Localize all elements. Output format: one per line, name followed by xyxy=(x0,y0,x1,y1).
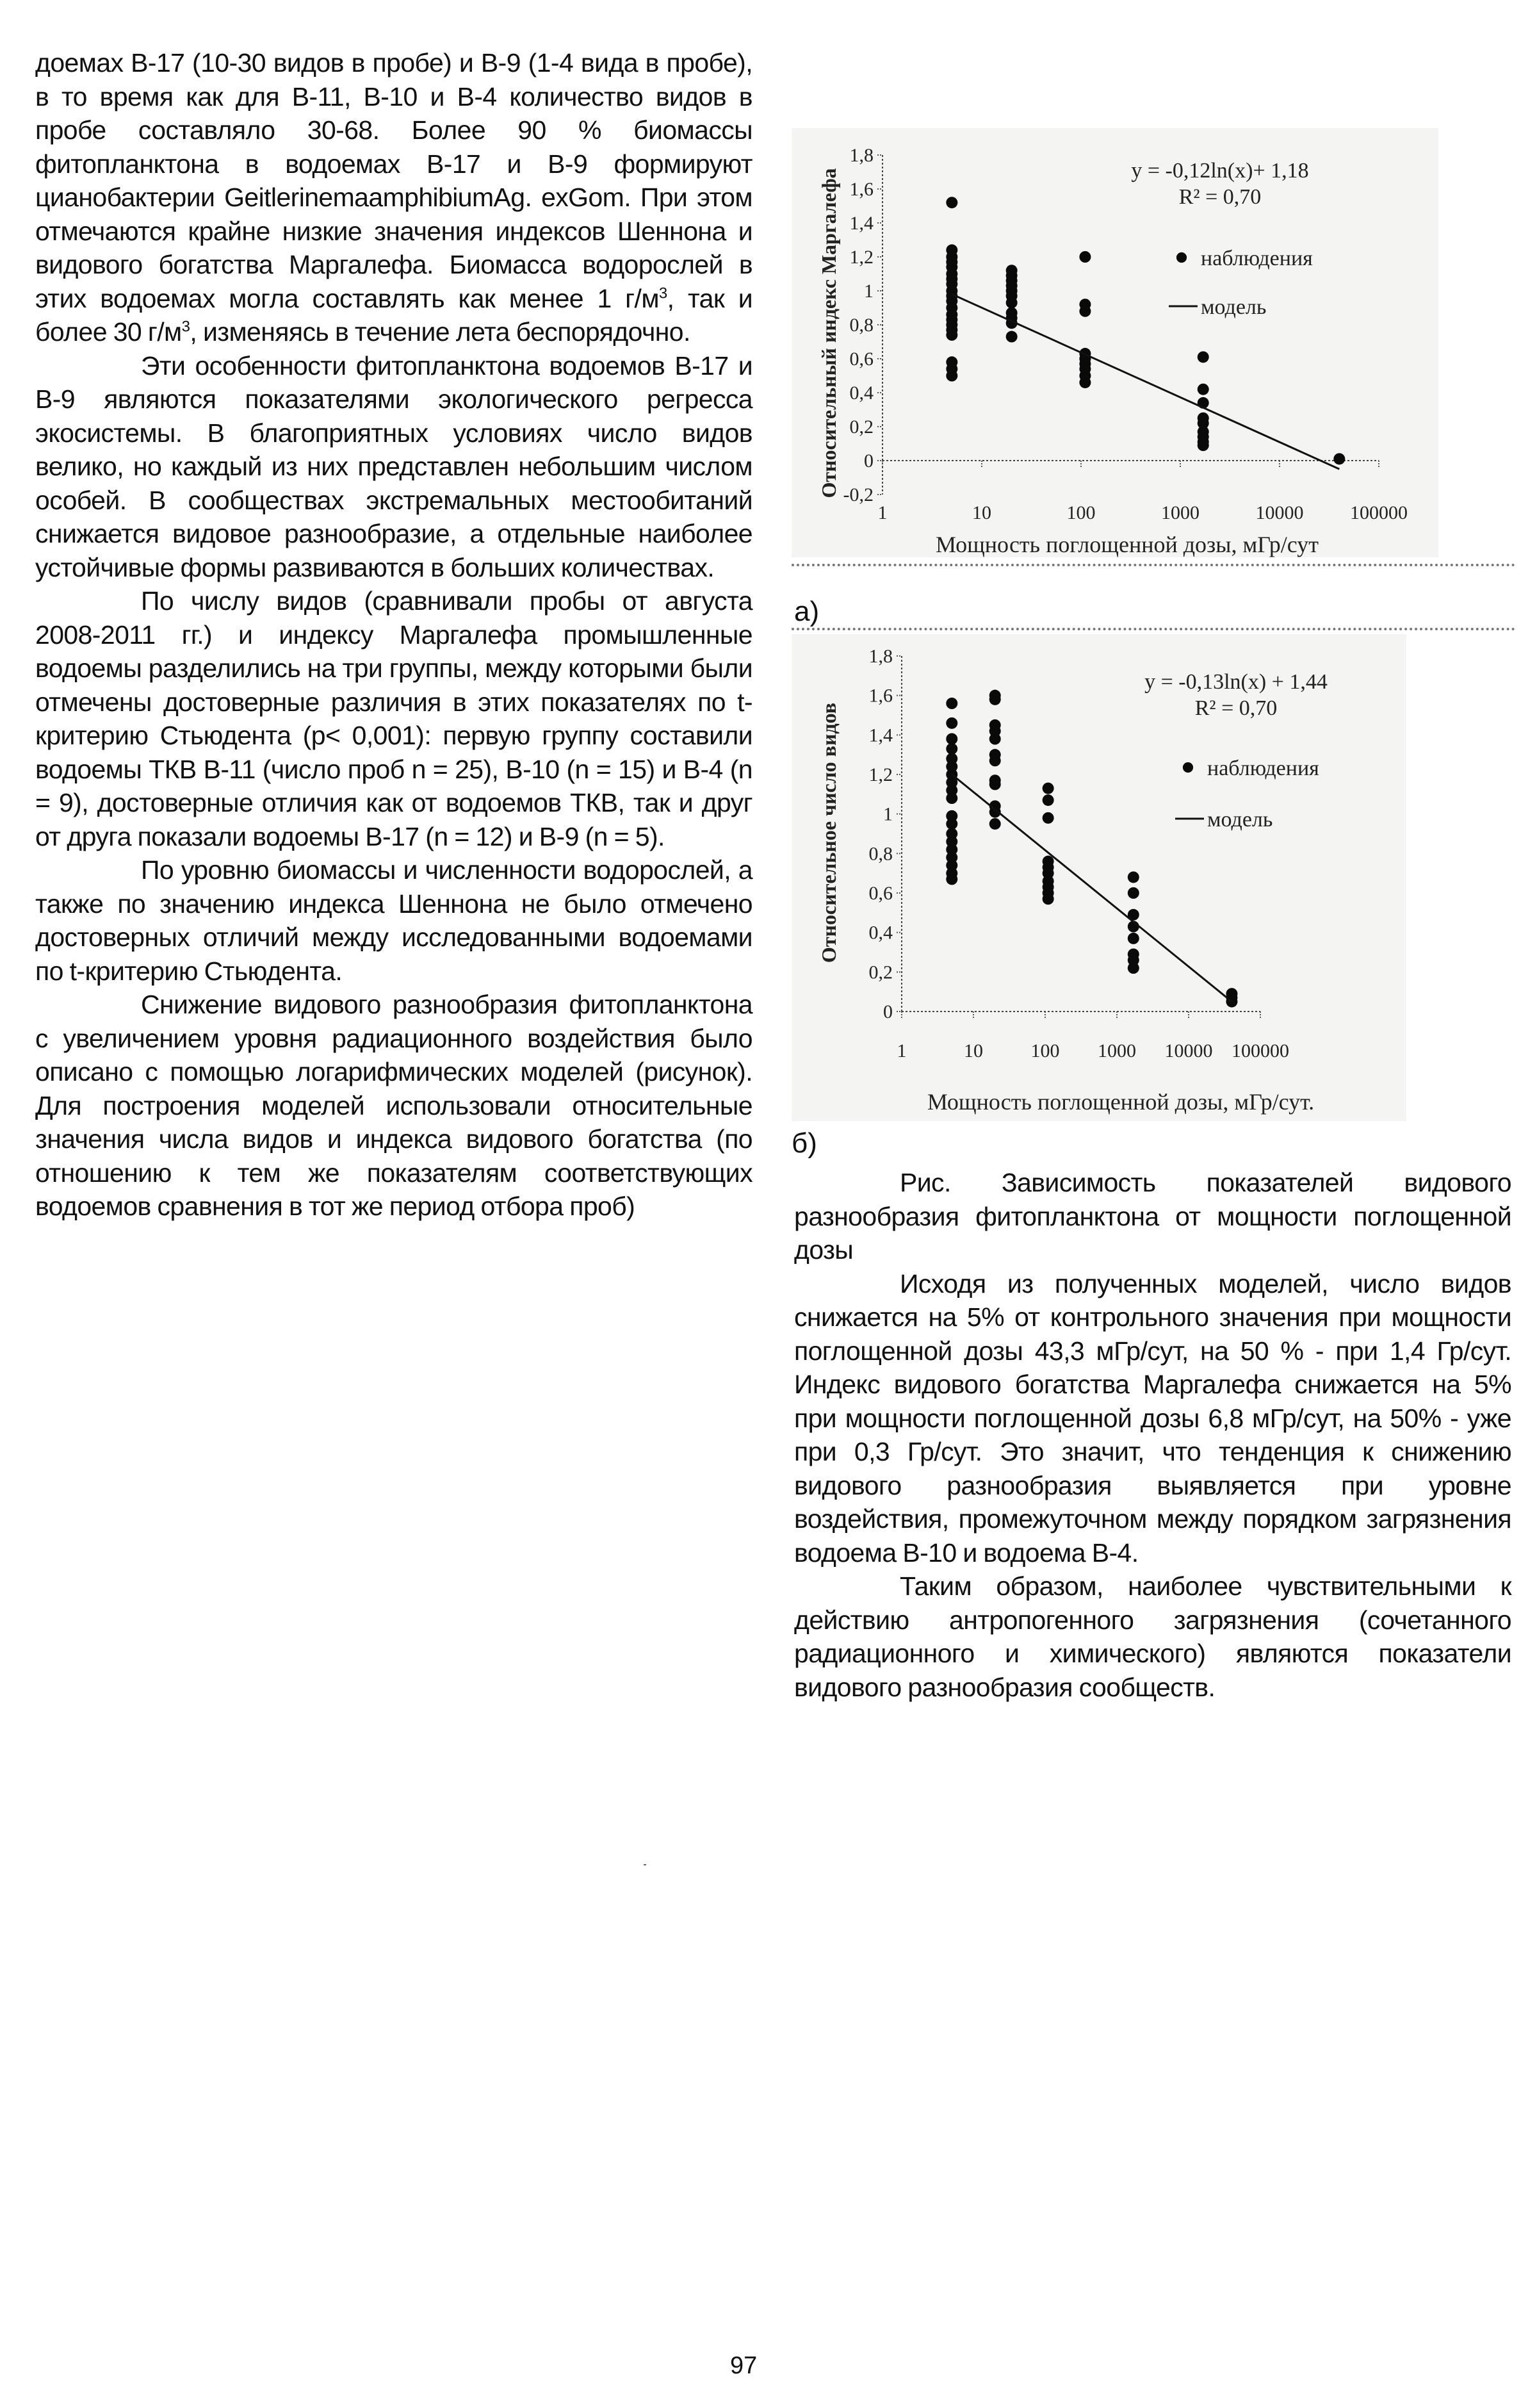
r-squared: R² = 0,70 xyxy=(1178,184,1262,209)
y-axis-title: Относительный индекс Маргалефа xyxy=(817,168,840,498)
observation-point xyxy=(1198,439,1209,451)
paragraph-6: Исходя из полученных моделей, число видов снижается на 5% от контрольного значения при мощности поглощенной дозы 43,3 мГр/сут, на 50 % - при 1,4 Гр/сут. Индекс видового богатства Маргалефа снижается на 5% при мощности поглощенной дозы 6,8 мГр/сут, на 50% - уже при 0,3 Гр/сут. Это значит, что тенденция к снижению видового разнообразия выявляется при уровне воздействия, промежуточном между порядком загрязнения водоема В-10 и водоема В-4. xyxy=(794,1268,1511,1568)
observation-point xyxy=(946,873,957,885)
paragraph-2: Эти особенности фитопланктона водоемов В-17 и В-9 являются показателями экологического регресса экосистемы. В благоприятных условиях число видов велико, но каждый из них представлен небольшим числом особей. В сообществах экстремальных местообитаний снижается видовое разнообразие, а отдельные наиболее устойчивые формы развиваются в больших количествах. xyxy=(35,350,752,582)
paragraph-text: , изменяясь в течение лета беспорядочно. xyxy=(190,317,690,347)
x-tick-label: 1000 xyxy=(1098,1040,1136,1061)
observation-point xyxy=(1128,871,1139,883)
observation-point xyxy=(946,792,957,804)
chart-a-margalef-index xyxy=(792,128,1515,564)
y-tick-label: 0,2 xyxy=(868,962,893,983)
scan-speck xyxy=(644,1864,646,1865)
regression-equation: y = -0,12ln(x)+ 1,18 xyxy=(1131,159,1309,183)
y-tick-label: 1,4 xyxy=(849,213,874,234)
observation-point xyxy=(1128,933,1139,944)
observation-point xyxy=(1079,306,1091,317)
x-axis-title: Мощность поглощенной дозы, мГр/сут xyxy=(935,532,1319,557)
observation-point xyxy=(946,329,957,341)
x-tick-label: 10000 xyxy=(1255,502,1304,523)
separator-line xyxy=(792,628,1515,630)
observation-point xyxy=(1198,351,1209,363)
x-tick-label: 10 xyxy=(964,1040,983,1061)
y-tick-label: 1,6 xyxy=(849,179,874,200)
paragraph-text: доемах В-17 (10-30 видов в пробе) и В-9 (1-4 вида в пробе), в то время как для В-11, В-10 и В-4 количество видов в пробе составляло 30-68. Более 90 % биомассы фитопланктона в водоемах В-17 и В-9 формируют цианобактерии GeitlerinemaamphibiumAg. exGom. При этом отмечаются крайне низкие значения индексов Шеннона и видового богатства Маргалефа. Биомасса водорослей в этих водоемах могла составлять как менее 1 г/м xyxy=(35,48,752,313)
chart-b-species-count xyxy=(792,634,1515,1127)
x-tick-label: 100000 xyxy=(1232,1040,1289,1061)
legend-marker-icon xyxy=(1176,252,1187,263)
observation-point xyxy=(1043,893,1054,905)
y-tick-label: 1 xyxy=(883,803,893,825)
y-tick-label: 1,8 xyxy=(868,646,893,667)
x-axis-title: Мощность поглощенной дозы, мГр/сут. xyxy=(927,1089,1315,1115)
paragraph-4: По уровню биомассы и численности водорослей, а также по значению индекса Шеннона не было отмечено достоверных отличий между исследованными водоемами по t-критерию Стьюдента. xyxy=(35,855,752,986)
observation-point xyxy=(946,370,957,382)
observation-point xyxy=(946,743,957,755)
observation-point xyxy=(946,818,957,830)
y-tick-label: 0,8 xyxy=(849,315,874,336)
legend-observations: наблюдения xyxy=(1207,757,1319,780)
x-tick-label: 1 xyxy=(897,1040,907,1061)
legend-marker-icon xyxy=(1183,762,1193,773)
observation-point xyxy=(989,755,1001,766)
y-tick-label: 1 xyxy=(864,281,874,302)
y-tick-label: 1,2 xyxy=(849,247,874,268)
observation-point xyxy=(989,818,1001,830)
observation-point xyxy=(1043,783,1054,794)
paragraph-7: Таким образом, наиболее чувствительными к действию антропогенного загрязнения (сочетанного радиационного и химического) являются показатели видового разнообразия сообществ. xyxy=(794,1571,1511,1702)
y-axis-title: Относительное число видов xyxy=(817,702,840,963)
x-tick-label: 1 xyxy=(877,502,888,523)
observation-point xyxy=(1333,453,1345,464)
observation-point xyxy=(1006,297,1018,309)
observation-point xyxy=(989,733,1001,745)
observation-point xyxy=(946,717,957,729)
observation-point xyxy=(989,778,1001,790)
x-tick-label: 10 xyxy=(972,502,991,523)
panel-a-label: а) xyxy=(794,596,820,627)
left-text-column xyxy=(35,46,752,1224)
r-squared: R² = 0,70 xyxy=(1194,696,1278,720)
observation-point xyxy=(1043,794,1054,806)
x-tick-label: 1000 xyxy=(1161,502,1200,523)
x-tick-label: 100000 xyxy=(1350,502,1408,523)
y-tick-label: 0,4 xyxy=(868,922,893,944)
y-tick-label: 0 xyxy=(864,450,874,471)
y-tick-label: 1,6 xyxy=(868,685,893,707)
legend-model: модель xyxy=(1207,808,1273,831)
observation-point xyxy=(946,197,957,208)
observation-point xyxy=(989,694,1001,705)
superscript: 3 xyxy=(181,318,190,336)
model-trendline xyxy=(952,294,1339,469)
y-tick-label: 0 xyxy=(883,1001,893,1022)
page-number: 97 xyxy=(730,2352,758,2379)
legend-observations: наблюдения xyxy=(1201,247,1313,270)
observation-point xyxy=(946,698,957,709)
observation-point xyxy=(1006,331,1018,343)
x-tick-label: 100 xyxy=(1030,1040,1060,1061)
paragraph-text: , так и более 30 г/м xyxy=(35,283,752,347)
y-tick-label: 0,6 xyxy=(868,883,893,904)
y-tick-label: 1,8 xyxy=(849,145,874,166)
regression-equation: y = -0,13ln(x) + 1,44 xyxy=(1144,670,1328,694)
y-tick-label: 1,2 xyxy=(868,764,893,785)
right-text-column xyxy=(794,1166,1511,1704)
separator-line xyxy=(792,564,1515,566)
paragraph-3: По числу видов (сравнивали пробы от августа 2008-2011 гг.) и индексу Маргалефа промышленные водоемы разделились на три группы, между которыми были отмечены достоверные различия в этих показателях по t-критерию Стьюдента (p< 0,001): первую группу составили водоемы ТКВ В-11 (число проб n = 25), В-10 (n = 15) и В-4 (n = 9), достоверные отличия как от водоемов ТКВ, так и друг от друга показали водоемы В-17 (n = 12) и В-9 (n = 5). xyxy=(35,586,752,851)
observation-point xyxy=(1128,962,1139,974)
figure-caption: Рис. Зависимость показателей видового разнообразия фитопланктона от мощности поглощенной дозы xyxy=(794,1168,1511,1265)
observation-point xyxy=(1128,887,1139,899)
y-tick-label: 0,2 xyxy=(849,416,874,438)
observation-point xyxy=(1079,377,1091,388)
superscript: 3 xyxy=(658,284,667,302)
observation-point xyxy=(1198,384,1209,395)
paragraph-5: Снижение видового разнообразия фитопланктона с увеличением уровня радиационного воздействия было описано с помощью логарифмических моделей (рисунок). Для построения моделей использовали относительные значения числа видов и индекса видового богатства (по отношению к тем же показателям соответствующих водоемов сравнения в тот же период отбора проб) xyxy=(35,990,752,1221)
paragraph-1 xyxy=(35,46,752,349)
x-tick-label: 10000 xyxy=(1164,1040,1213,1061)
y-tick-label: 0,8 xyxy=(868,843,893,865)
observation-point xyxy=(1079,251,1091,263)
panel-b-label: б) xyxy=(792,1127,817,1159)
y-tick-label: 1,4 xyxy=(868,725,893,746)
y-tick-label: 0,6 xyxy=(849,348,874,370)
observation-point xyxy=(1043,812,1054,824)
y-tick-label: 0,4 xyxy=(849,382,874,404)
y-tick-label: -0,2 xyxy=(843,484,874,505)
model-trendline xyxy=(952,774,1232,1002)
legend-model: модель xyxy=(1201,295,1267,319)
observation-point xyxy=(946,733,957,745)
x-tick-label: 100 xyxy=(1066,502,1096,523)
